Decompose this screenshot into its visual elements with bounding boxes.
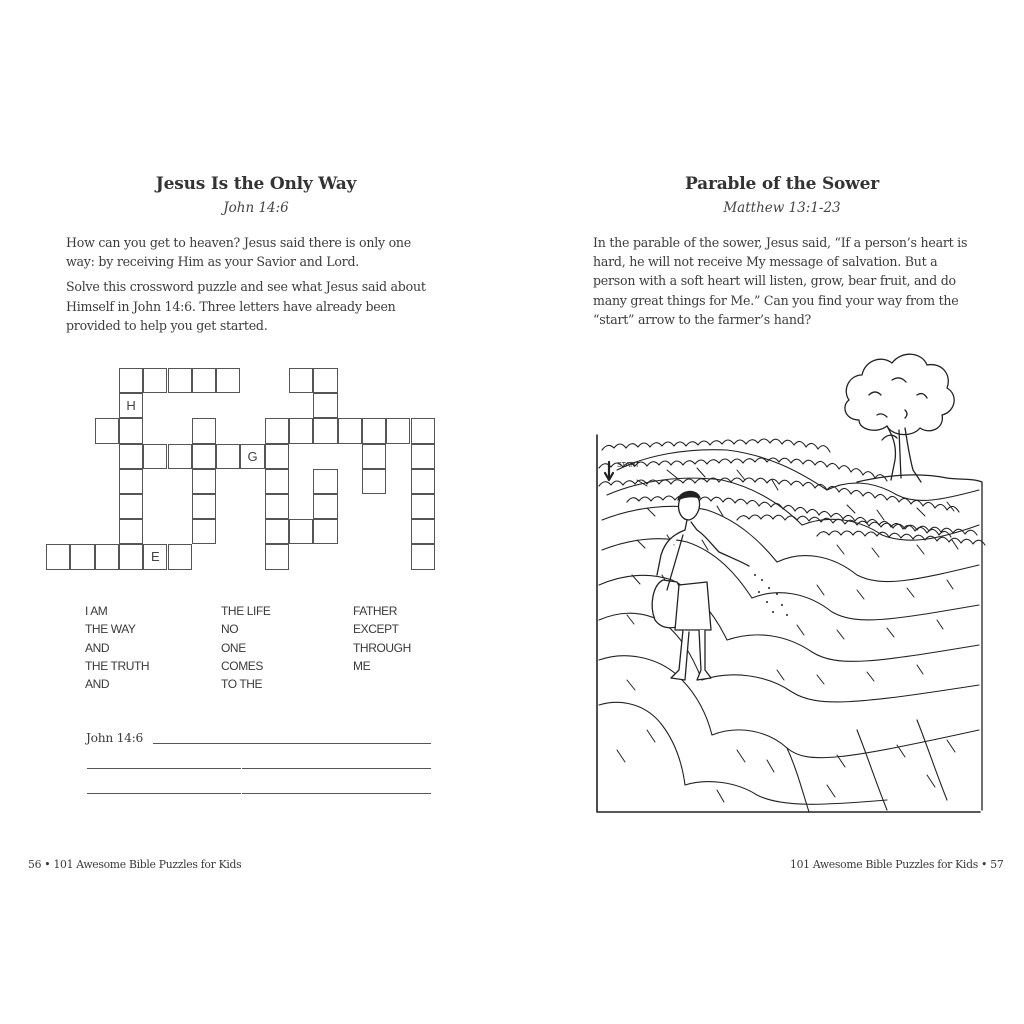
- field-maze-drawing: [587, 330, 987, 820]
- word-bank-item: I AM: [85, 604, 108, 618]
- maze-illustration[interactable]: [587, 330, 987, 820]
- crossword-cell[interactable]: [411, 469, 435, 494]
- crossword-cell[interactable]: [411, 494, 435, 519]
- answer-line[interactable]: [242, 743, 431, 744]
- crossword-cell[interactable]: [46, 544, 70, 569]
- crossword-cell[interactable]: [386, 418, 410, 443]
- start-arrow-icon: [605, 462, 613, 480]
- crossword-cell[interactable]: [168, 544, 192, 569]
- word-bank-item: THE WAY: [85, 622, 136, 637]
- answer-line[interactable]: [242, 793, 431, 794]
- word-bank-item: EXCEPT: [353, 622, 399, 637]
- crossword-cell[interactable]: [168, 444, 192, 469]
- maze-frame: [597, 435, 980, 812]
- crossword-cell[interactable]: [265, 469, 289, 494]
- crossword-cell[interactable]: [338, 418, 362, 443]
- crossword-cell[interactable]: [192, 469, 216, 494]
- crossword-cell[interactable]: [289, 368, 313, 393]
- crossword-cell[interactable]: [216, 444, 240, 469]
- crossword-cell[interactable]: [313, 469, 337, 494]
- crossword-cell[interactable]: [143, 444, 167, 469]
- crossword-cell[interactable]: [95, 544, 119, 569]
- crossword-cell[interactable]: [313, 494, 337, 519]
- crossword-cell[interactable]: [411, 444, 435, 469]
- word-bank-item: TO THE: [221, 677, 263, 692]
- word-bank-item: NO: [221, 622, 239, 637]
- answer-line[interactable]: [87, 768, 241, 769]
- crossword-cell[interactable]: [289, 519, 313, 544]
- crossword-cell[interactable]: [411, 544, 435, 569]
- word-bank-column-2: [221, 602, 270, 693]
- page-footer-left: 56 • 101 Awesome Bible Puzzles for Kids: [28, 858, 242, 871]
- crossword-cell[interactable]: [119, 444, 143, 469]
- crossword-cell[interactable]: [95, 418, 119, 443]
- word-bank-item: AND: [85, 677, 110, 692]
- word-bank-item: AND: [85, 640, 110, 655]
- word-bank-item: THE LIFE: [221, 604, 271, 618]
- answer-line[interactable]: [87, 793, 241, 794]
- word-bank-column-1: [85, 602, 149, 693]
- word-bank-item: ME: [353, 658, 371, 673]
- crossword-cell[interactable]: [289, 418, 313, 443]
- crossword-cell[interactable]: [143, 368, 167, 393]
- crossword-cell[interactable]: [192, 368, 216, 393]
- crossword-cell[interactable]: [119, 469, 143, 494]
- crossword-cell[interactable]: [362, 418, 386, 443]
- intro-paragraph: In the parable of the sower, Jesus said, “If a person’s heart is hard, he will not receive My message of salvation. But a person with a soft heart will listen, grow, bear fruit, and do many great things for Me.” Can you find your way from the “start” arrow to the farmer’s hand?: [593, 235, 968, 327]
- scripture-reference: Matthew 13:1-23: [723, 200, 841, 216]
- crossword-cell[interactable]: [192, 494, 216, 519]
- crossword-cell[interactable]: [411, 418, 435, 443]
- right-page: [512, 0, 1024, 1024]
- word-bank-item: THROUGH: [353, 640, 411, 655]
- word-bank-item: THE TRUTH: [85, 658, 150, 673]
- crossword-cell[interactable]: [192, 519, 216, 544]
- intro-text: [593, 233, 973, 329]
- ridge-ticks: [617, 468, 958, 802]
- crossword-cell[interactable]: [216, 368, 240, 393]
- crossword-cell[interactable]: [362, 444, 386, 469]
- crossword-cell[interactable]: [313, 418, 337, 443]
- crossword-cell[interactable]: [265, 519, 289, 544]
- start-label: START: [617, 462, 640, 469]
- crossword-cell[interactable]: [265, 544, 289, 569]
- crossword-cell[interactable]: [362, 469, 386, 494]
- crossword-cell-given: E: [143, 544, 167, 569]
- page-title: Jesus Is the Only Way: [155, 174, 357, 194]
- crossword-cell[interactable]: [119, 368, 143, 393]
- crossword-cell[interactable]: [70, 544, 94, 569]
- crossword-cell-given: G: [240, 444, 264, 469]
- tree-icon: [845, 354, 982, 810]
- crossword-cell[interactable]: [119, 544, 143, 569]
- crossword-cell[interactable]: [265, 444, 289, 469]
- crossword-cell[interactable]: [265, 494, 289, 519]
- farmer-figure: [652, 491, 749, 680]
- answer-label: John 14:6: [86, 731, 143, 745]
- shrubs-pattern: [599, 439, 985, 545]
- crossword-grid: [46, 368, 438, 570]
- crossword-cell[interactable]: [119, 494, 143, 519]
- word-bank-item: ONE: [221, 640, 246, 655]
- crossword-cell[interactable]: [119, 418, 143, 443]
- crossword-cell[interactable]: [313, 368, 337, 393]
- word-bank-column-3: [353, 602, 411, 675]
- intro-text: [66, 233, 441, 335]
- page-title: Parable of the Sower: [685, 174, 879, 194]
- answer-line[interactable]: [153, 743, 242, 744]
- crossword-cell[interactable]: [265, 418, 289, 443]
- word-bank-item: FATHER: [353, 604, 398, 618]
- answer-line[interactable]: [242, 768, 431, 769]
- intro-paragraph-2: Solve this crossword puzzle and see what Jesus said about Himself in John 14:6. Three letters have already been provided to help you get started.: [66, 279, 426, 333]
- crossword-cell-given: H: [119, 393, 143, 418]
- intro-paragraph-1: How can you get to heaven? Jesus said there is only one way: by receiving Him as your Savior and Lord.: [66, 235, 411, 270]
- crossword-cell[interactable]: [313, 393, 337, 418]
- crossword-cell[interactable]: [411, 519, 435, 544]
- page-footer-right: 101 Awesome Bible Puzzles for Kids • 57: [790, 858, 1004, 871]
- word-bank-item: COMES: [221, 658, 264, 673]
- crossword-cell[interactable]: [192, 444, 216, 469]
- crossword-cell[interactable]: [192, 418, 216, 443]
- scripture-reference: John 14:6: [223, 200, 289, 216]
- crossword-cell[interactable]: [119, 519, 143, 544]
- crossword-cell[interactable]: [313, 519, 337, 544]
- crossword-cell[interactable]: [168, 368, 192, 393]
